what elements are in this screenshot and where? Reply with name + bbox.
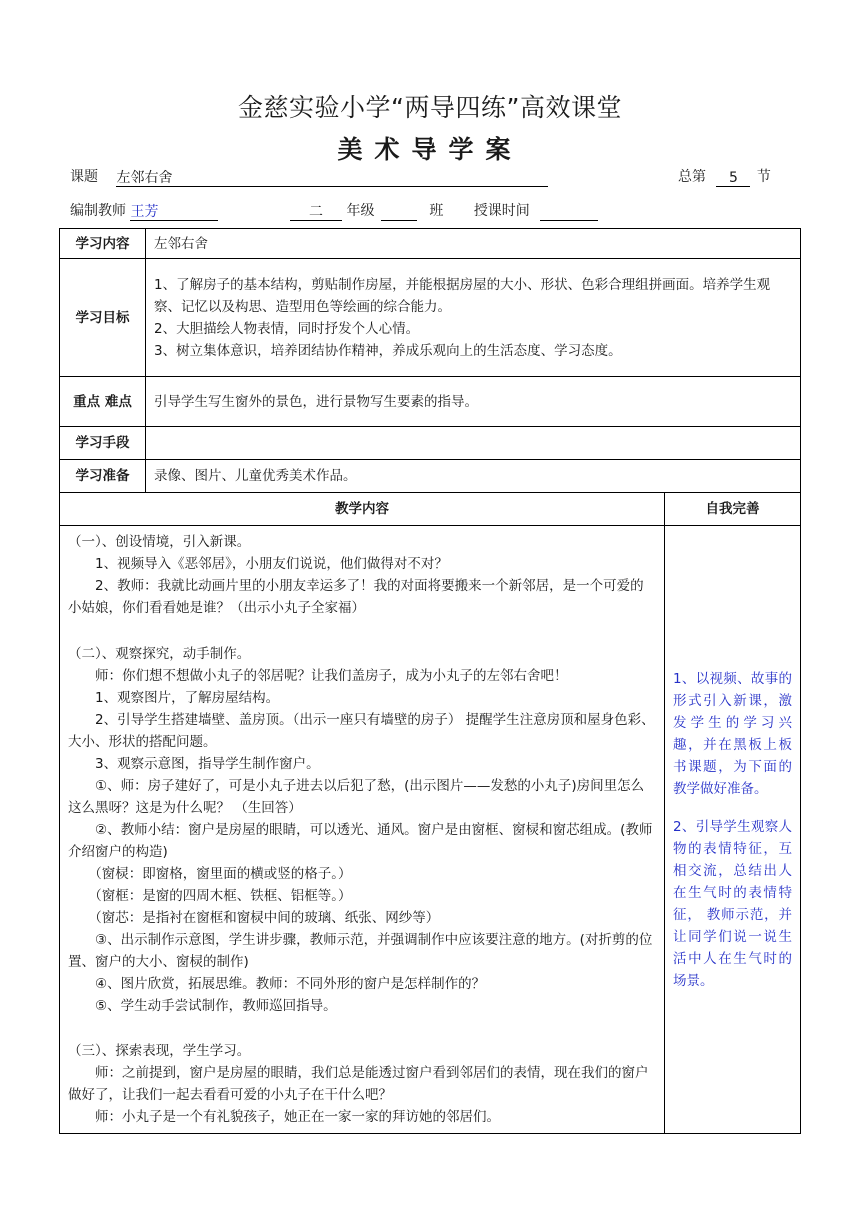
topic-line [70,167,548,187]
total-field [716,168,750,187]
teach-line: 1、视频导入《恶邻居》，小朋友们说说，他们做得对不对？ [95,556,448,573]
row-means [60,427,801,460]
blank-line [68,1017,656,1040]
topic-label: 课题 [70,169,98,185]
goals-cell [146,259,801,377]
goal-item: 2、大胆描绘人物表情，同时抒发个人心情。 [154,320,420,337]
grade-line [290,201,598,221]
teach-line: 师：之前提到，窗户是房屋的眼睛，我们总是能透过窗户看到邻居们的表情，现在我们的窗户做好了，让我们一起去看看可爱的小丸子在干什么吧？ [68,1064,649,1103]
grade-value: 二 [309,204,323,220]
teach-line: ③、出示制作示意图，学生讲步骤，教师示范，并强调制作中应该要注意的地方。(对折剪的位置、窗户的大小、窗棂的制作) [68,931,653,970]
key-label: 重点 难点 [60,377,146,427]
row-body [60,526,801,1134]
teach-line: （窗芯：是指衬在窗框和窗棂中间的玻璃、纸张、网纱等） [88,909,440,926]
teach-line: ④、图片欣赏，拓展思维。教师：不同外形的窗户是怎样制作的？ [95,975,486,992]
teach-content [60,526,665,1134]
total-label: 总第 [678,169,706,185]
class-field [381,202,417,221]
teach-line: 2、引导学生搭建墙壁、盖房顶。（出示一座只有墙壁的房子） 提醒学生注意房顶和屋身色彩、大小、形状的搭配问题。 [68,711,655,750]
teach-line: （窗框：是窗的四周木框、铁框、铝框等。） [88,887,352,904]
row-key [60,377,801,427]
teacher-field [130,202,218,221]
total-unit: 节 [756,169,771,185]
goal-item: 3、树立集体意识，培养团结协作精神，养成乐观向上的生活态度、学习态度。 [154,342,622,359]
teach-line: 3、观察示意图，指导学生制作窗户。 [95,755,320,772]
prep-value: 录像、图片、儿童优秀美术作品。 [146,460,801,493]
teach-line: 2、教师：我就比动画片里的小朋友幸运多了！我的对面将要搬来一个新邻居，是一个可爱的小姑娘，你们看看她是谁？（出示小丸子全家福） [68,578,644,617]
row-prep [60,460,801,493]
teach-header: 教学内容 [60,493,665,526]
means-value [146,427,801,460]
class-label: 班 [429,203,444,219]
teach-line: ⑤、学生动手尝试制作，教师巡回指导。 [95,997,337,1014]
teach-line: 师：小丸子是一个有礼貌孩子，她正在一家一家的拜访她的邻居们。 [95,1108,500,1125]
school-title: 金慈实验小学“两导四练”高效课堂 [238,93,622,122]
self-note: 1、以视频、故事的形式引入新课，激发学生的学习兴趣，并在黑板上板书课题，为下面的教学做好准备。 [673,670,792,797]
row-headers [60,493,801,526]
row-goals [60,259,801,377]
time-field [540,202,598,221]
content-label: 学习内容 [60,229,146,259]
teach-line: 师：你们想不想做小丸子的邻居呢？让我们盖房子，成为小丸子的左邻右舍吧！ [95,667,568,684]
grade-field [290,202,342,221]
goals-label: 学习目标 [60,259,146,377]
content-value: 左邻右舍 [146,229,801,259]
topic-value: 左邻右舍 [116,170,173,186]
prep-label: 学习准备 [60,460,146,493]
teach-line: （三）、探索表现，学生学习。 [68,1042,251,1059]
teacher-label: 编制教师 [70,203,126,219]
grade-label: 年级 [346,203,375,219]
teacher-value: 王芳 [130,204,159,220]
teach-line: （二）、观察探究，动手制作。 [68,645,251,662]
means-label: 学习手段 [60,427,146,460]
teach-line: ②、教师小结：窗户是房屋的眼睛，可以透光、通风。窗户是由窗框、窗棂和窗芯组成。(教师介绍窗户的构造) [68,821,653,860]
total-line [678,167,771,187]
self-note: 2、引导学生观察人物的表情特征，互相交流，总结出人在生气时的表情特征， 教师示范，并让同学们说一说生活中人在生气时的场景。 [673,818,792,989]
self-notes [665,526,801,1134]
teach-line: （窗棂：即窗格，窗里面的横或竖的格子。） [88,865,352,882]
teach-line: ①、师：房子建好了，可是小丸子进去以后犯了愁，(出示图片——发愁的小丸子)房间里怎么这么黑呀？这是为什么呢？ （生回答） [68,777,645,816]
lesson-table [59,228,801,1134]
total-value: 5 [728,170,738,186]
time-label: 授课时间 [473,203,530,219]
doc-title: 美术导学案 [337,135,523,164]
teach-line: （一）、创设情境，引入新课。 [68,534,251,551]
teach-line: 1、观察图片，了解房屋结构。 [95,689,280,706]
key-value: 引导学生写生窗外的景色，进行景物写生要素的指导。 [146,377,801,427]
self-header: 自我完善 [665,493,801,526]
goal-item: 1、了解房子的基本结构，剪贴制作房屋，并能根据房屋的大小、形状、色彩合理组拼画面。培养学生观察、记忆以及构思、造型用色等绘画的综合能力。 [154,276,771,315]
blank-line [68,619,656,642]
topic-field [116,168,548,187]
row-content [60,229,801,259]
teacher-line [70,201,218,221]
